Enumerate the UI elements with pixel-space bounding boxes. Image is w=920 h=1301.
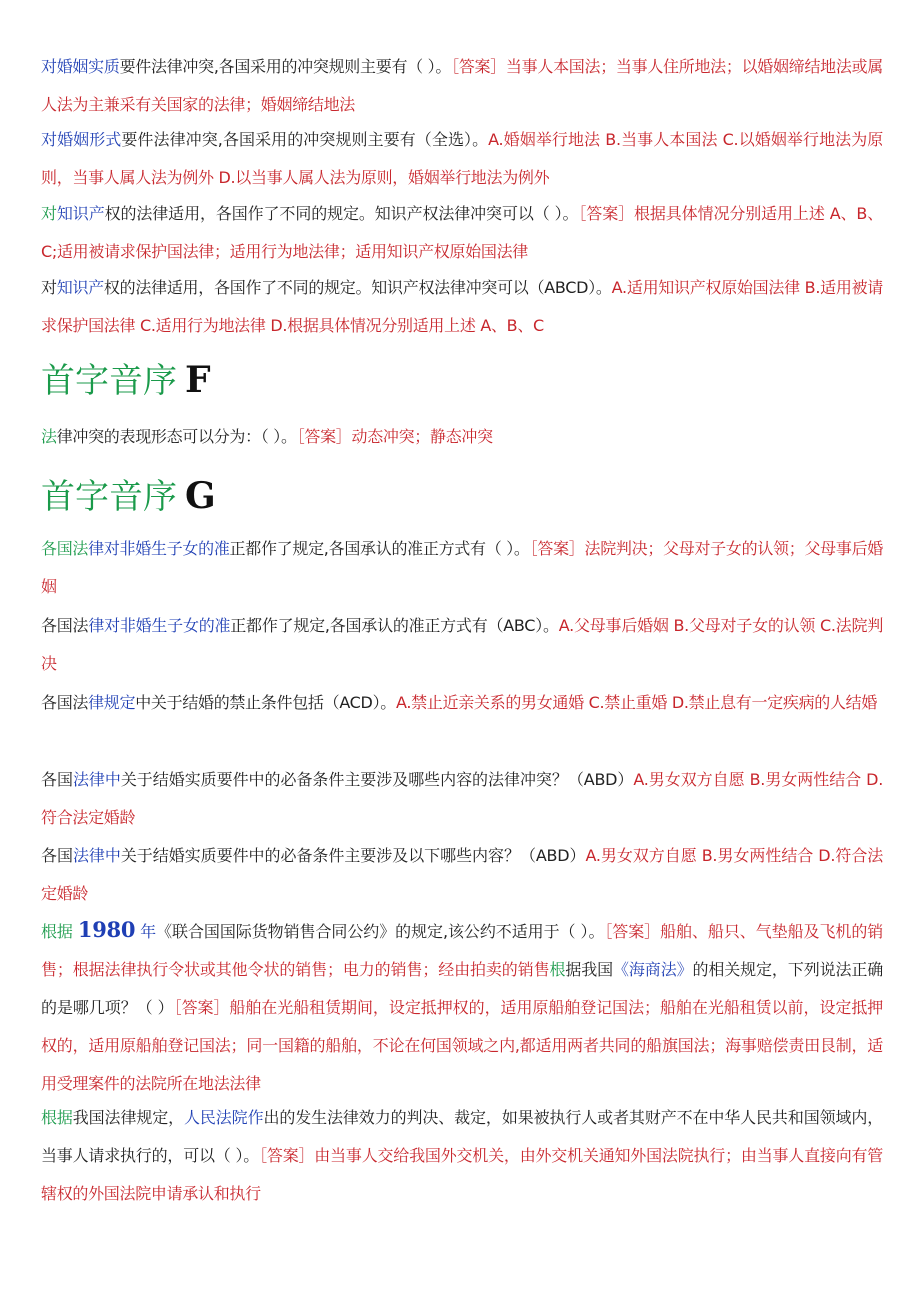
question-paragraph	[41, 530, 883, 606]
text-run: 中关于结婚的禁止条件包括（ACD）。	[135, 693, 396, 712]
text-run: 根据	[41, 922, 78, 941]
text-run: 对婚姻形式	[41, 130, 122, 149]
text-run: 各国法	[41, 539, 89, 558]
question-paragraph	[41, 418, 883, 456]
section-heading-letter: F	[185, 359, 211, 401]
text-run: A.婚姻举行地法 B.当事人本国法 C.以婚姻举行地法为原则，当事人属人法为例外 D.以当事人属人法为原则，婚姻举行地法为例外	[41, 130, 883, 187]
section-heading-prefix: 首字音序	[41, 477, 177, 517]
text-run: A.父母事后婚姻 B.父母对子女的认领 C.法院判决	[41, 616, 884, 673]
text-run: 权的法律适用，各国作了不同的规定。知识产权法律冲突可以（ABCD）。	[103, 278, 612, 297]
question-paragraph	[41, 607, 883, 683]
text-run: A.禁止近亲关系的男女通婚 C.禁止重婚 D.禁止息有一定疾病的人结婚	[395, 693, 878, 712]
text-run: 各国	[41, 770, 73, 789]
text-run: A.男女双方自愿 B.男女两性结合 D.符合法定婚龄	[41, 770, 883, 827]
question-paragraph	[41, 195, 883, 271]
text-run: 法律中	[72, 846, 121, 865]
question-paragraph	[41, 269, 883, 345]
text-run: 我国法律规定，	[72, 1108, 185, 1127]
text-run: A.适用知识产权原始国法律 B.适用被请求保护国法律 C.适用行为地法律 D.根据具体情况分别适用上述 A、B、C	[41, 278, 884, 335]
text-run: ［答案］动态冲突；静态冲突	[296, 427, 493, 446]
text-run: 《联合国国际货物销售合同公约》的规定,该公约不适用于（ ）。	[156, 922, 605, 941]
text-run: ［答案］根据具体情况分别适用上述 A、B、C;适用被请求保护国法律；适用行为地法律；适用知识产权原始国法律	[41, 204, 883, 261]
text-run: 律对非婚生子女的准	[88, 616, 231, 635]
text-run: ［答案］由当事人交给我国外交机关，由外交机关通知外国法院执行；由当事人直接向有管辖权的外国法院申请承认和执行	[41, 1146, 883, 1203]
text-run: A.男女双方自愿 B.男女两性结合 D.符合法定婚龄	[41, 846, 883, 903]
text-run: 知识产	[56, 204, 105, 223]
question-paragraph	[41, 761, 883, 837]
text-run: 律冲突的表现形态可以分为：（ ）。	[56, 427, 297, 446]
question-paragraph	[41, 1099, 883, 1213]
section-heading-letter: G	[185, 475, 216, 517]
text-run: 律规定	[88, 693, 136, 712]
text-run: 对婚姻实质	[41, 57, 120, 76]
text-run: 正都作了规定,各国承认的准正方式有（ABC）。	[230, 616, 559, 635]
text-run: 各国	[41, 846, 73, 865]
text-run: 年	[135, 922, 157, 941]
text-run: 《海商法》	[613, 960, 693, 979]
section-heading	[41, 358, 211, 403]
text-run: 关于结婚实质要件中的必备条件主要涉及哪些内容的法律冲突？（ABD）	[120, 770, 634, 789]
text-run: 出的发生法律效力的判决、裁定，如果被执行人或者其财产不在中华人民共和国领域内，当事人请求执行的，可以（ ）。	[41, 1108, 883, 1165]
text-run: 对	[41, 278, 57, 297]
section-heading-prefix: 首字音序	[41, 361, 177, 401]
text-run: 各国法	[41, 693, 89, 712]
question-paragraph	[41, 684, 883, 722]
text-run: 关于结婚实质要件中的必备条件主要涉及以下哪些内容？（ABD）	[120, 846, 586, 865]
text-run: 正都作了规定,各国承认的准正方式有（ ）。	[229, 539, 530, 558]
text-run: 要件法律冲突,各国采用的冲突规则主要有（ ）。	[119, 57, 452, 76]
text-run: 的相关规定，下列说法正确的是哪几项？（ ）	[41, 960, 883, 1017]
text-run: 法	[41, 427, 57, 446]
text-run: 各国法	[41, 616, 89, 635]
text-run: ［答案］法院判决；父母对子女的认领；父母事后婚姻	[41, 539, 883, 596]
text-run: 1980	[77, 917, 136, 942]
text-run: ［答案］船舶在光船租赁期间，设定抵押权的，适用原船舶登记国法；船舶在光船租赁以前，设定抵押权的，适用原船舶登记国法；同一国籍的船舶，不论在何国领域之内,都适用两者共同的船旗国法；海事赔偿责田艮制，适用受理案件的法院所在地法法律	[41, 998, 883, 1093]
text-run: 要件法律冲突,各国采用的冲突规则主要有（全选）。	[121, 130, 489, 149]
question-paragraph	[41, 911, 883, 1103]
section-heading	[41, 474, 216, 519]
text-run: 根	[549, 960, 566, 979]
text-run: ［答案］当事人本国法；当事人住所地法；以婚姻缔结地法或属人法为主兼采有关国家的法律；婚姻缔结地法	[41, 57, 883, 114]
text-run: 法律中	[72, 770, 121, 789]
text-run: 据我国	[565, 960, 614, 979]
question-paragraph	[41, 48, 883, 124]
question-paragraph	[41, 121, 883, 197]
text-run: 知识产	[56, 278, 104, 297]
text-run: 权的法律适用，各国作了不同的规定。知识产权法律冲突可以（ ）。	[104, 204, 579, 223]
text-run: 人民法院作	[184, 1108, 264, 1127]
text-run: ［答案］船舶、船只、气垫船及飞机的销售；根据法律执行令状或其他令状的销售；电力的销售；经由拍卖的销售	[41, 922, 883, 979]
text-run: 根据	[41, 1108, 73, 1127]
question-paragraph	[41, 837, 883, 913]
text-run: 律对非婚生子女的准	[88, 539, 230, 558]
text-run: 对	[41, 204, 57, 223]
